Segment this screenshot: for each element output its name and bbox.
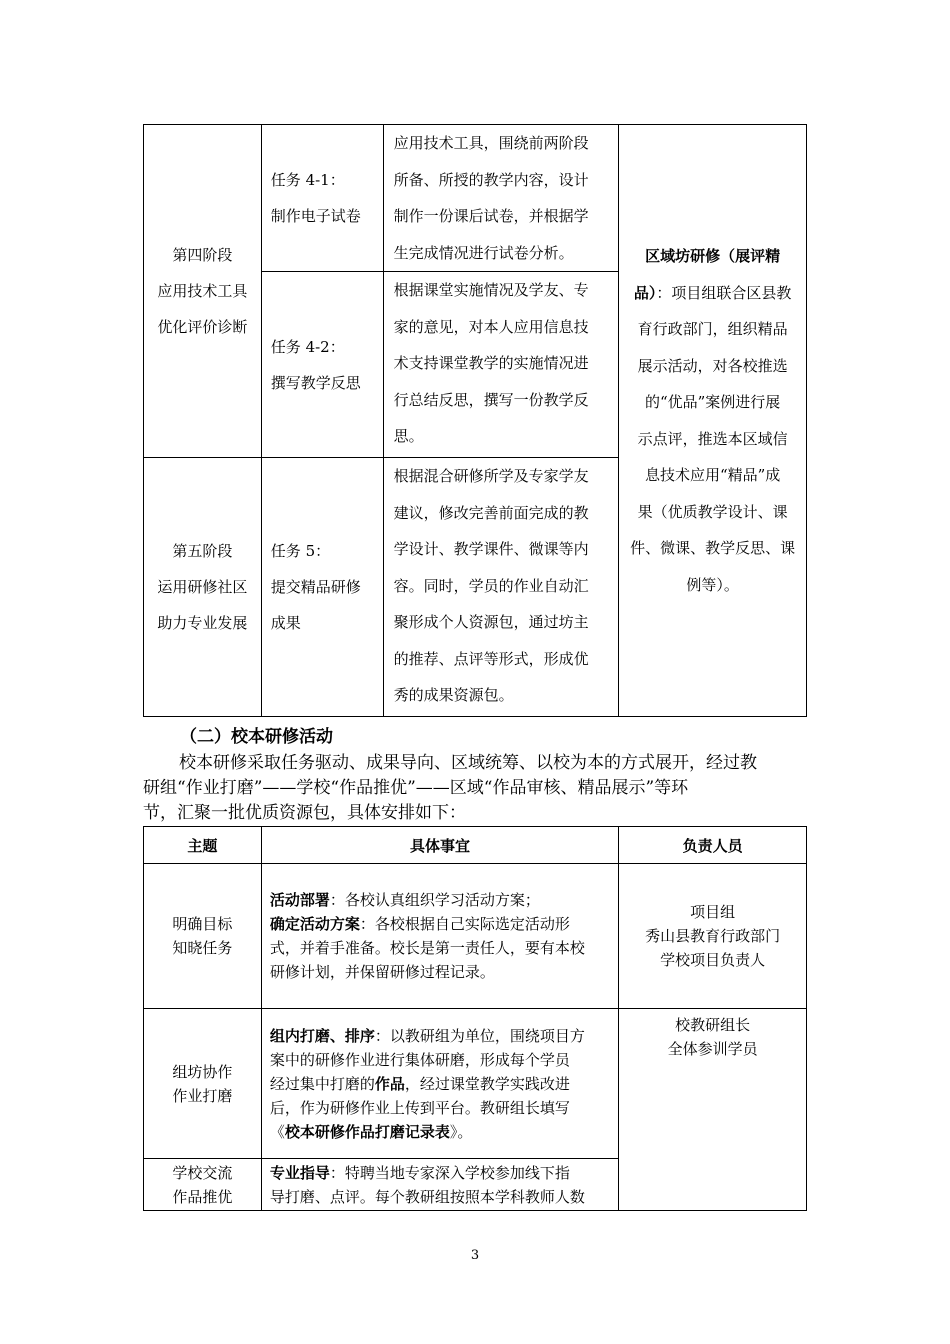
regional-line: 育行政部门，组织精品 [637,320,788,338]
task5-cell [261,458,383,717]
row3-details [261,1159,618,1211]
task42-desc-line: 术支持课堂教学的实施情况进 [393,354,589,372]
para-line: 研组“作业打磨”——学校“作品推优”——区域“作品审核、精品展示”等环 [143,778,689,798]
task41-label1: 任务 4-1： [270,171,345,189]
task42-label2: 撰写教学反思 [270,373,361,392]
row2-theme-line: 组坊协作 [172,1062,233,1081]
row2-bold: 组内打磨、排序 [269,1026,375,1045]
task42-desc-line: 思。 [393,427,424,445]
task5-desc-line: 根据混合研修所学及专家学友 [393,467,589,485]
task41-desc-line: 应用技术工具，围绕前两阶段 [393,134,589,152]
row1-owner-line: 学校项目负责人 [660,951,766,969]
row1-bold: 确定活动方案 [269,915,360,933]
header-theme: 主题 [144,827,262,864]
stage4-line1: 第四阶段 [172,246,233,264]
row1-text: 式，并着手准备。校长是第一责任人，要有本校 [269,939,585,957]
task42-desc-line: 家的意见，对本人应用信息技 [393,317,589,336]
header-details: 具体事宜 [261,827,618,864]
task41-desc-line: 所备、所授的教学内容，设计 [393,170,589,189]
stage4-cell [144,125,262,458]
regional-bold1: 区域坊研修（展评精 [645,247,781,265]
task42-cell [261,272,383,458]
regional-line: 息技术应用“精品”成 [644,466,781,484]
task41-cell [261,125,383,272]
regional-line: 的“优品”案例进行展 [644,393,781,411]
regional-line: 件、微课、教学反思、课 [630,539,796,557]
row1-owner [619,864,807,1009]
stage5-line3: 助力专业发展 [157,614,248,632]
task42-desc-line: 根据课堂实施情况及学友、专 [393,281,589,299]
row2-theme-line: 作业打磨 [172,1086,233,1105]
row1-text: ：各校根据自己实际选定活动形 [359,915,570,933]
regional-line: ：项目组联合区县教 [656,283,792,302]
row3-theme-line: 作品推优 [172,1187,233,1206]
task5-label3: 成果 [270,614,301,632]
stage5-cell [144,458,262,717]
task41-desc-line: 生完成情况进行试卷分析。 [393,243,574,262]
task5-desc-line: 学设计、教学课件、微课等内 [393,540,589,558]
regional-line: 示点评，推选本区域信 [637,429,788,448]
page-number: 3 [470,1248,480,1263]
task41-label2: 制作电子试卷 [270,207,361,225]
row1-owner-line: 项目组 [690,903,736,921]
task42-desc [383,272,619,458]
activity-table [143,826,807,1211]
row2-bold: 校本研修作品打磨记录表 [284,1122,450,1141]
row2-text: 《 [269,1122,285,1141]
row3-bold: 专业指导 [269,1163,330,1182]
row1-details [261,864,618,1009]
stage-task-table [143,124,807,717]
section-paragraph [143,751,807,826]
row1-theme-line: 明确目标 [172,915,233,933]
row3-text: 导打磨、点评。每个教研组按照本学科教师人数 [269,1187,585,1206]
task42-desc-line: 行总结反思，撰写一份教学反 [393,390,589,409]
task5-label2: 提交精品研修 [270,578,361,596]
task41-desc-line: 制作一份课后试卷，并根据学 [393,207,589,225]
stage4-line2: 应用技术工具 [157,282,248,300]
row2-bold: 作品 [374,1074,405,1093]
header-owner: 负责人员 [619,827,807,864]
row2-owner [619,1009,807,1211]
stage4-line3: 优化评价诊断 [157,318,248,336]
task5-desc-line: 容。同时，学员的作业自动汇 [393,576,589,595]
row1-bold: 活动部署 [269,891,330,909]
task5-desc-line: 聚形成个人资源包，通过坊主 [393,613,589,631]
row2-text: 经过集中打磨的 [269,1074,375,1093]
row1-text: ：各校认真组织学习活动方案； [329,891,540,909]
row1-text: 研修计划，并保留研修过程记录。 [269,963,495,981]
regional-workshop-cell [619,125,807,717]
row2-owner-line: 全体参训学员 [667,1040,758,1058]
row3-theme-line: 学校交流 [172,1163,233,1182]
row2-text: ，经过课堂教学实践改进 [404,1074,570,1093]
task42-label1: 任务 4-2： [270,337,345,356]
row2-owner-line: 校教研组长 [675,1016,751,1034]
row3-text: ：特聘当地专家深入学校参加线下指 [329,1163,570,1182]
stage5-line1: 第五阶段 [172,542,233,560]
row1-theme-line: 知晓任务 [172,939,233,957]
row3-theme [144,1159,262,1211]
row1-owner-line: 秀山县教育行政部门 [645,927,781,945]
row2-text: 》。 [449,1122,473,1141]
row1-theme [144,864,262,1009]
task5-desc-line: 的推荐、点评等形式，形成优 [393,649,589,668]
task5-desc [383,458,619,717]
row2-text: ：以教研组为单位，围绕项目方 [374,1026,585,1045]
regional-line: 展示活动，对各校推选 [637,356,788,375]
task5-desc-line: 建议，修改完善前面完成的教 [393,503,589,522]
row2-theme [144,1009,262,1159]
para-line: 校本研修采取任务驱动、成果导向、区域统筹、以校为本的方式展开，经过教 [179,753,757,773]
row2-details [261,1009,618,1159]
section-heading: （二）校本研修活动 [180,727,333,747]
task5-label1: 任务 5： [270,542,331,560]
row2-text: 案中的研修作业进行集体研磨，形成每个学员 [269,1050,570,1069]
regional-line: 例等）。 [686,575,739,594]
regional-bold2: 品） [633,283,657,302]
regional-line: 果（优质教学设计、课 [637,502,788,521]
task41-desc [383,125,619,272]
para-line: 节，汇聚一批优质资源包，具体安排如下： [143,803,466,823]
task5-desc-line: 秀的成果资源包。 [393,686,514,704]
stage5-line2: 运用研修社区 [157,578,248,596]
row2-text: 后，作为研修作业上传到平台。教研组长填写 [269,1098,570,1117]
